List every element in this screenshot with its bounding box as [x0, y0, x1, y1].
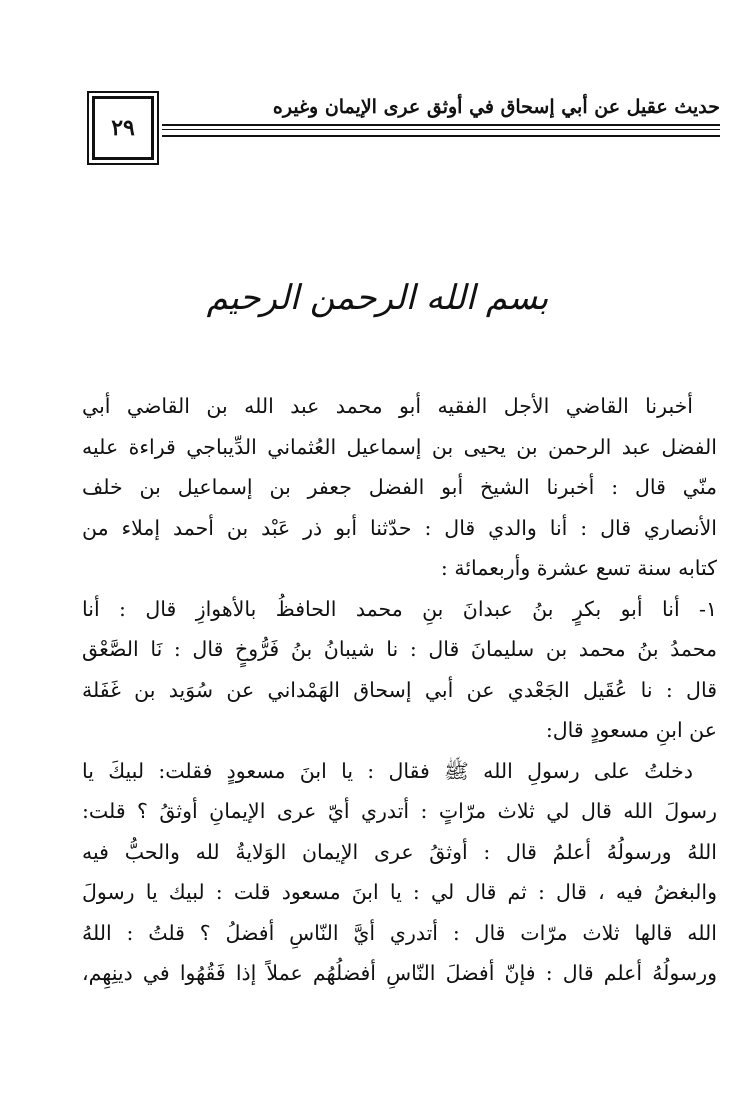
basmala: بسم الله الرحمن الرحيم [206, 278, 549, 318]
hadith-paragraph [82, 751, 717, 994]
text-line: ورسولُهُ أعلم قال : فإنّ أفضلَ النّاسِ أفضلُهُم عملاً إذا فَقُهُوا في دينِهِم، [82, 961, 717, 985]
text-line: منّي قال : أخبرنا الشيخ أبو الفضل جعفر بن إسماعيل بن خلف [82, 475, 717, 499]
page-header [92, 96, 720, 160]
main-text [82, 386, 717, 994]
text-line: قال : نا عُقَيل الجَعْدي عن أبي إسحاق الهَمْداني عن سُوَيد بن غَفَلة [82, 677, 717, 702]
text-line: دخلتُ على رسولِ الله ﷺ فقال : يا ابنَ مسعودٍ فقلت: لبيكَ يا [82, 758, 693, 783]
text-line: الأنصاري قال : أنا والدي قال : حدّثنا أبو ذر عَبْد بن أحمد إملاء من [82, 515, 717, 540]
text-line: رسولَ الله قال لي ثلاث مرّاتٍ : أتدري أيّ عرى الإيمانِ أوثقُ ؟ قلت: [82, 799, 717, 823]
text-line: اللهُ ورسولُهُ أعلمُ قال : أوثقُ عرى الإيمان الوَلايةُ لله والحبُّ فيه [82, 839, 717, 864]
text-line: محمدُ بنُ محمد بن سليمانَ قال : نا شيبانُ بنُ فَرُّوخٍ قال : نَا الصَّعْق [82, 637, 717, 661]
text-line: كتابه سنة تسع عشرة وأربعمائة : [440, 556, 717, 580]
running-title: حديث عقيل عن أبي إسحاق في أوثق عرى الإيمان وغيره [267, 96, 720, 118]
text-line: الله قالها ثلاث مرّات قال : أتدري أيَّ النّاسِ أفضلُ ؟ قلتُ : اللهُ [82, 920, 717, 945]
text-line: عن ابنِ مسعودٍ قال: [545, 718, 717, 742]
header-rule [162, 124, 720, 137]
text-line: والبغضُ فيه ، قال : ثم قال لي : يا ابنَ مسعود قلت : لبيك يا رسولَ [82, 880, 717, 904]
page-number: ٢٩ [92, 96, 154, 160]
text-line: الفضل عبد الرحمن بن يحيى بن إسماعيل العُثماني الدِّيباجي قراءة عليه [82, 434, 717, 459]
text-line: ١- أنا أبو بكرٍ بنُ عبدانَ بنِ محمد الحافظُ بالأهوازِ قال : أنا [82, 596, 717, 621]
text-line: أخبرنا القاضي الأجل الفقيه أبو محمد عبد الله بن القاضي أبي [82, 394, 693, 418]
intro-paragraph [82, 386, 717, 589]
isnad-paragraph [82, 589, 717, 751]
